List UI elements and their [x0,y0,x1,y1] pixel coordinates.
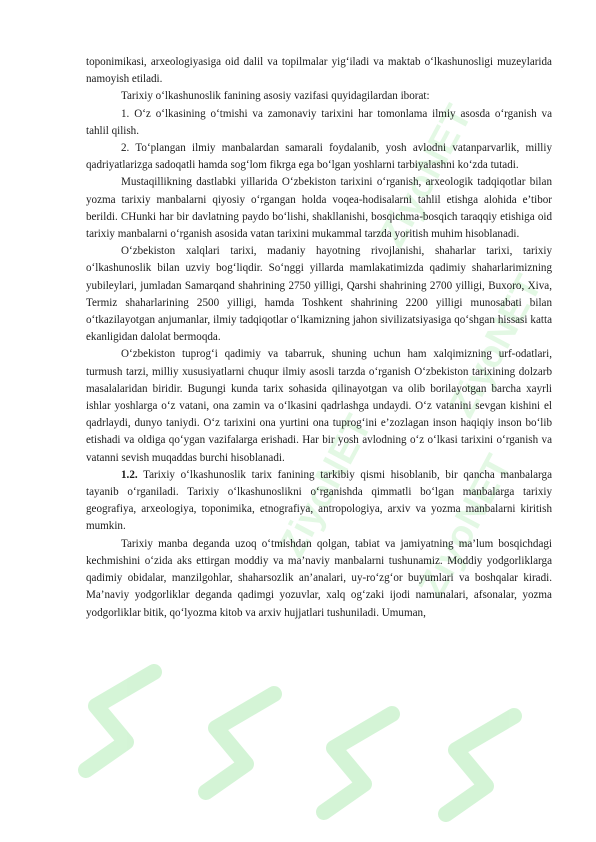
watermark-text: ZiyoNET [410,448,521,605]
paragraph: O‘zbekiston xalqlari tarixi, madaniy hayotning rivojlanishi, shaharlar tarixi, tarixiy o‘lkashunoslik bilan uzviy bog‘liqdir. So‘nggi yillarda mamlakatimizda qadimiy shaharlarimizning yubileylari, jumladan Samarqand shahrining 2750 yilligi, Qarshi shahrining 2700 yilligi, Buxoro, Xiva, Termiz shaharlarining 2500 yilligi, hamda Toshkent shahrining 2200 yilligi munosabati bilan o‘tkazilayotgan anjumanlar, ilmiy tadqiqotlar o‘lkamizning jahon sivilizatsiyasiga qo‘shgan hissasi katta ekanligidan dalolat bermoqda. [86,245,552,344]
paragraph-text: Tarixiy o‘lkashunoslik tarix fanining tarkibiy qismi hisoblanib, bir qancha manbalarga tayanib o‘rganiladi. Tarixiy o‘lkashunoslikni o‘rganishda qimmatli bo‘lgan manbalarga tarixiy geografiya, arxeologiya, toponimika, etnografiya, antropologiya, arxiv va yozma manbalarni kiritish mumkin. [86,468,552,533]
watermark-text: ZiyoNET [440,268,551,425]
document-body [86,54,552,622]
paragraph: Tarixiy manba deganda uzoq o‘tmishdan qolgan, tabiat va jamiyatning ma’lum bosqichdagi kechmishini o‘zida aks ettirgan moddiy va ma’naviy manbalarni tushunamiz. Moddiy yodgorliklarga qadimiy obidalar, manzilgohlar, shaharsozlik an’analari, uy-ro‘zg‘or buyumlari va boshqalar kiradi. Ma’naviy yodgorliklar deganda qadimgi yozuvlar, xalq og‘zaki ijodi namunalari, afsonalar, yozma yodgorliklar bitik, qo‘lyozma kitob va arxiv hujjatlari tushuniladi. Umuman, [86,537,552,619]
watermark-mark [206,694,274,792]
watermark-text: ZiyoNET [370,98,481,255]
paragraph: O‘zbekiston tuprog‘i qadimiy va tabarruk, shuning uchun ham xalqimizning urf-odatlari, turmush tarzi, milliy xususiyatlarni chuqur ilmiy asosli tarzda o‘rganish O‘zbekiston tarixining dolzarb masalalaridan biridir. Bugungi kunda tarix sohasida qilinayotgan va olib borilayotgan barcha xayrli ishlar yoshlarga o‘z vatani, ona zamin va o‘lkasini qadrlashga undaydi. O‘z vatanini sevgan kishini el qadrlaydi, dunyo taniydi. O‘z tarixini ona yurtini ona tuprog‘ini e’zozlagan inson haqiqiy inson bo‘lib etishadi va oldiga qo‘ygan vazifalarga erishadi. Har bir yosh avlodning o‘z o‘lkasi tarixini o‘rganish va vatanni sevish muqaddas burchi hisoblanadi. [86,348,552,464]
watermark-mark [324,714,392,812]
watermark-text: ZiyoNET [270,408,381,565]
paragraph-section-1-2 [86,467,552,536]
section-number: 1.2. [121,468,138,481]
paragraph: toponimikasi, arxeologiyasiga oid dalil va topilmalar yig‘iladi va maktab o‘lkashunosligi muzeylarida namoyish etiladi. [86,56,552,86]
paragraph: Mustaqillikning dastlabki yillarida O‘zbekiston tarixini o‘rganish, arxeologik tadqiqotlar bilan yozma tarixiy manbalarni qiyosiy o‘rgangan holda voqea-hodisalarni tahlil etishga alohida e’tibor berildi. CHunki har bir davlatning paydo bo‘lishi, shakllanishi, bosqichma-bosqich taraqqiy etishiga oid tarixiy manbalarni o‘rganish asosida vatan tarixini mukammal tarzda yoritish muhim hisoblanadi. [86,176,552,241]
paragraph: 2. To‘plangan ilmiy manbalardan samarali foydalanib, yosh avlodni vatanparvarlik, milliy qadriyatlarizga sadoqatli hamda sog‘lom fikrga ega bo‘lgan yoshlarni tarbiyalashni ko‘zda tutadi. [86,142,552,172]
watermark-mark [86,672,154,770]
paragraph: Tarixiy o‘lkashunoslik fanining asosiy vazifasi quyidagilardan iborat: [121,90,430,103]
watermark-marks [86,672,514,814]
paragraph: 1. O‘z o‘lkasining o‘tmishi va zamonaviy tarixini har tomonlama ilmiy asosda o‘rganish va tahlil qilish. [86,107,552,137]
watermark-mark [446,716,514,814]
